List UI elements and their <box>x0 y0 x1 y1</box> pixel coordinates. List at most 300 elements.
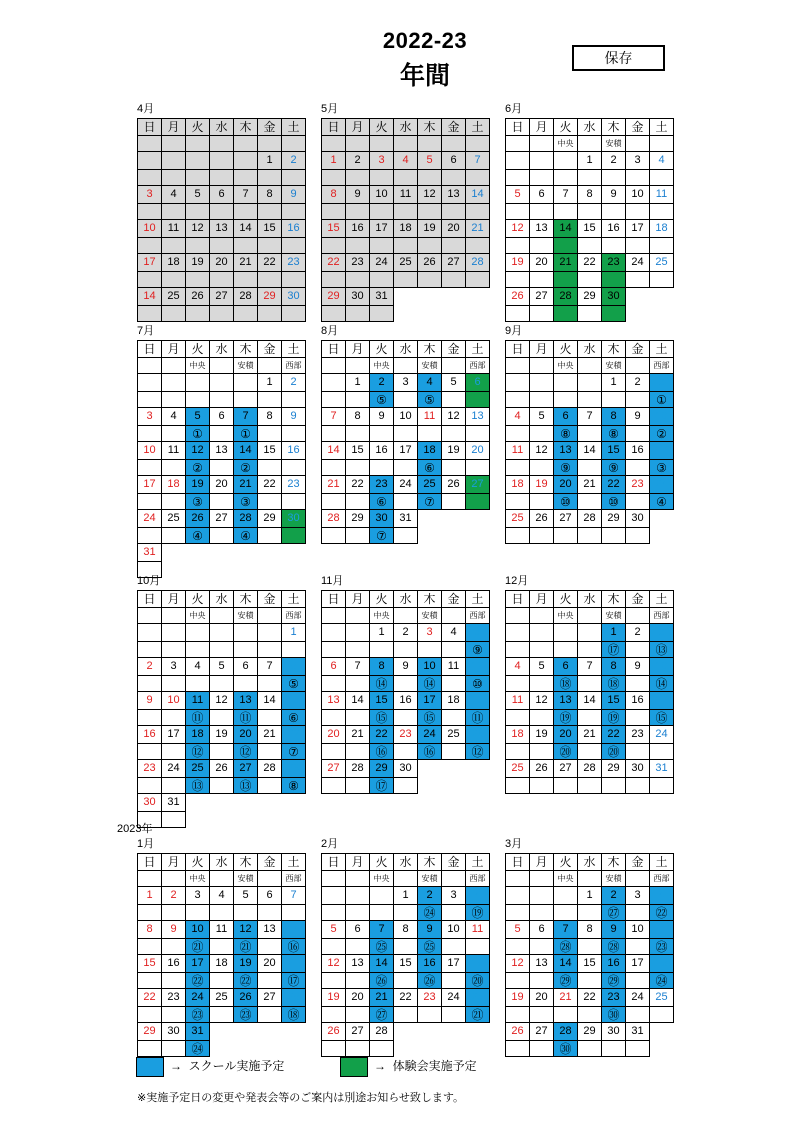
day-cell: 6 <box>554 658 578 676</box>
weekday-header: 火 <box>186 854 210 871</box>
weekday-header: 土 <box>650 119 674 136</box>
session-number-cell <box>418 272 442 288</box>
session-number-cell: ⑬ <box>234 778 258 794</box>
day-cell <box>650 288 674 306</box>
session-number-cell <box>442 1007 466 1023</box>
session-number-cell <box>210 973 234 989</box>
day-cell: 2 <box>138 658 162 676</box>
weekday-header: 木 <box>234 119 258 136</box>
day-cell: 20 <box>530 254 554 272</box>
session-number-cell <box>138 710 162 726</box>
venue-label: 安積 <box>602 871 626 887</box>
session-number-cell: ㉕ <box>418 939 442 955</box>
day-cell: 6 <box>466 374 490 392</box>
day-cell: 3 <box>442 887 466 905</box>
day-cell: 24 <box>418 726 442 744</box>
venue-label <box>210 358 234 374</box>
day-cell: 18 <box>466 955 490 973</box>
session-number-cell <box>506 676 530 692</box>
day-cell <box>394 288 418 306</box>
session-number-cell <box>466 1041 490 1057</box>
weekday-header: 火 <box>370 591 394 608</box>
session-number-cell <box>530 238 554 254</box>
session-number-cell <box>506 392 530 408</box>
day-cell: 14 <box>234 220 258 238</box>
session-number-cell <box>418 306 442 322</box>
session-number-cell <box>322 306 346 322</box>
day-cell: 13 <box>554 442 578 460</box>
venue-label <box>394 358 418 374</box>
session-number-cell <box>370 1041 394 1057</box>
day-cell: 8 <box>322 186 346 204</box>
day-cell: 10 <box>650 658 674 676</box>
venue-label <box>138 871 162 887</box>
day-cell: 11 <box>650 186 674 204</box>
session-number-cell <box>466 238 490 254</box>
day-cell: 18 <box>210 955 234 973</box>
day-cell <box>530 374 554 392</box>
session-number-cell <box>370 170 394 186</box>
session-number-cell <box>258 460 282 476</box>
session-number-cell <box>162 238 186 254</box>
session-number-cell: ③ <box>234 494 258 510</box>
day-cell: 9 <box>138 692 162 710</box>
day-cell <box>162 374 186 392</box>
session-number-cell <box>210 460 234 476</box>
year-2023-label: 2023年 <box>117 823 153 835</box>
venue-label <box>442 871 466 887</box>
day-cell: 19 <box>506 254 530 272</box>
session-number-cell <box>162 973 186 989</box>
session-number-cell <box>234 272 258 288</box>
session-number-cell <box>442 676 466 692</box>
weekday-header: 火 <box>370 119 394 136</box>
day-cell: 20 <box>466 442 490 460</box>
session-number-cell <box>346 778 370 794</box>
day-cell: 11 <box>186 692 210 710</box>
session-number-cell <box>626 905 650 921</box>
venue-label <box>210 871 234 887</box>
day-cell: 8 <box>370 658 394 676</box>
month-calendar <box>505 853 674 1057</box>
weekday-header: 月 <box>162 119 186 136</box>
day-cell: 7 <box>322 408 346 426</box>
day-cell: 3 <box>138 186 162 204</box>
day-cell: 12 <box>530 442 554 460</box>
day-cell: 2 <box>346 152 370 170</box>
month-calendar <box>321 340 490 544</box>
session-number-cell <box>466 460 490 476</box>
month-calendar <box>137 340 306 578</box>
session-number-cell: ⑲ <box>602 710 626 726</box>
session-number-cell <box>234 676 258 692</box>
day-cell: 19 <box>530 726 554 744</box>
session-number-cell <box>554 528 578 544</box>
session-number-cell <box>554 778 578 794</box>
session-number-cell <box>442 905 466 921</box>
venue-label: 中央 <box>370 358 394 374</box>
session-number-cell <box>418 204 442 220</box>
day-cell: 4 <box>506 658 530 676</box>
day-cell: 25 <box>186 760 210 778</box>
session-number-cell: ⑥ <box>282 710 306 726</box>
session-number-cell: ① <box>186 426 210 442</box>
weekday-header: 月 <box>530 119 554 136</box>
venue-label <box>442 358 466 374</box>
session-number-cell <box>322 973 346 989</box>
session-number-cell: ⑱ <box>554 676 578 692</box>
day-cell <box>650 510 674 528</box>
session-number-cell <box>162 494 186 510</box>
day-cell: 27 <box>210 288 234 306</box>
session-number-cell: ㉘ <box>602 939 626 955</box>
session-number-cell <box>186 812 210 828</box>
day-cell: 26 <box>442 476 466 494</box>
day-cell: 9 <box>282 408 306 426</box>
weekday-header: 日 <box>138 341 162 358</box>
session-number-cell: ⑭ <box>370 676 394 692</box>
session-number-cell <box>578 306 602 322</box>
session-number-cell <box>442 392 466 408</box>
day-cell: 2 <box>394 624 418 642</box>
day-cell <box>322 374 346 392</box>
legend-arrow: → <box>170 1059 182 1074</box>
session-number-cell: ⑰ <box>602 642 626 658</box>
day-cell: 14 <box>138 288 162 306</box>
venue-label: 西部 <box>650 358 674 374</box>
day-cell: 14 <box>234 442 258 460</box>
weekday-header: 月 <box>346 119 370 136</box>
day-cell: 20 <box>554 476 578 494</box>
venue-label <box>186 136 210 152</box>
session-number-cell <box>138 1007 162 1023</box>
day-cell <box>186 152 210 170</box>
session-number-cell <box>138 272 162 288</box>
day-cell: 1 <box>258 152 282 170</box>
session-number-cell: ⑦ <box>282 744 306 760</box>
day-cell: 17 <box>626 955 650 973</box>
day-cell: 21 <box>554 989 578 1007</box>
session-number-cell <box>578 392 602 408</box>
day-cell: 23 <box>370 476 394 494</box>
trial-swatch <box>340 1057 368 1077</box>
day-cell: 23 <box>346 254 370 272</box>
weekday-header: 月 <box>162 341 186 358</box>
session-number-cell <box>234 812 258 828</box>
day-cell <box>418 288 442 306</box>
day-cell: 17 <box>370 220 394 238</box>
session-number-cell <box>282 272 306 288</box>
day-cell: 14 <box>346 692 370 710</box>
session-number-cell <box>578 973 602 989</box>
day-cell: 30 <box>282 510 306 528</box>
day-cell: 7 <box>258 658 282 676</box>
day-cell: 12 <box>442 408 466 426</box>
venue-label: 中央 <box>554 358 578 374</box>
session-number-cell <box>626 272 650 288</box>
weekday-header: 日 <box>506 591 530 608</box>
venue-label: 安積 <box>418 871 442 887</box>
session-number-cell <box>530 306 554 322</box>
session-number-cell <box>418 170 442 186</box>
session-number-cell <box>394 642 418 658</box>
session-number-cell <box>346 392 370 408</box>
session-number-cell <box>418 528 442 544</box>
day-cell <box>138 624 162 642</box>
session-number-cell <box>162 204 186 220</box>
venue-label: 西部 <box>650 608 674 624</box>
weekday-header: 火 <box>186 591 210 608</box>
session-number-cell <box>530 528 554 544</box>
session-number-cell <box>234 1041 258 1057</box>
session-number-cell: ⑦ <box>370 528 394 544</box>
day-cell: 29 <box>370 760 394 778</box>
session-number-cell <box>322 238 346 254</box>
session-number-cell: ⑤ <box>282 676 306 692</box>
venue-label: 中央 <box>186 871 210 887</box>
session-number-cell: ⑤ <box>370 392 394 408</box>
day-cell: 13 <box>210 442 234 460</box>
day-cell: 22 <box>578 989 602 1007</box>
day-cell: 24 <box>162 760 186 778</box>
session-number-cell <box>370 426 394 442</box>
day-cell: 23 <box>602 254 626 272</box>
day-cell: 18 <box>650 955 674 973</box>
weekday-header: 水 <box>210 119 234 136</box>
page-title-years: 2022-23 <box>382 28 468 53</box>
session-number-cell <box>394 238 418 254</box>
day-cell: 27 <box>554 510 578 528</box>
day-cell <box>466 760 490 778</box>
venue-label: 中央 <box>186 358 210 374</box>
day-cell: 7 <box>554 186 578 204</box>
day-cell: 28 <box>578 510 602 528</box>
day-cell: 28 <box>258 760 282 778</box>
day-cell: 27 <box>210 510 234 528</box>
day-cell: 18 <box>186 726 210 744</box>
day-cell <box>210 152 234 170</box>
session-number-cell <box>442 710 466 726</box>
weekday-header: 木 <box>418 119 442 136</box>
session-number-cell <box>210 562 234 578</box>
venue-label: 西部 <box>282 358 306 374</box>
day-cell: 25 <box>650 254 674 272</box>
month-calendar <box>321 853 490 1057</box>
day-cell: 10 <box>442 921 466 939</box>
session-number-cell <box>466 939 490 955</box>
weekday-header: 金 <box>442 591 466 608</box>
venue-label <box>162 136 186 152</box>
day-cell: 31 <box>138 544 162 562</box>
session-number-cell <box>370 905 394 921</box>
venue-label: 安積 <box>234 608 258 624</box>
weekday-header: 木 <box>418 591 442 608</box>
session-number-cell <box>506 238 530 254</box>
session-number-cell: ㉒ <box>650 905 674 921</box>
session-number-cell <box>442 204 466 220</box>
venue-label <box>210 608 234 624</box>
month-title: 11月 <box>321 575 344 587</box>
session-number-cell <box>602 392 626 408</box>
session-number-cell <box>138 204 162 220</box>
session-number-cell <box>138 238 162 254</box>
day-cell <box>578 624 602 642</box>
day-cell: 16 <box>602 955 626 973</box>
session-number-cell <box>394 905 418 921</box>
day-cell: 24 <box>650 726 674 744</box>
day-cell: 14 <box>578 442 602 460</box>
session-number-cell <box>394 460 418 476</box>
session-number-cell <box>394 272 418 288</box>
day-cell: 16 <box>418 955 442 973</box>
session-number-cell <box>578 1007 602 1023</box>
day-cell: 20 <box>554 726 578 744</box>
month-title: 7月 <box>137 325 155 337</box>
day-cell: 8 <box>578 186 602 204</box>
day-cell: 21 <box>578 476 602 494</box>
session-number-cell <box>346 973 370 989</box>
session-number-cell <box>506 744 530 760</box>
weekday-header: 土 <box>650 341 674 358</box>
session-number-cell <box>578 528 602 544</box>
session-number-cell <box>578 170 602 186</box>
session-number-cell: ㉘ <box>554 939 578 955</box>
venue-label <box>394 136 418 152</box>
day-cell: 2 <box>282 152 306 170</box>
session-number-cell <box>282 306 306 322</box>
session-number-cell <box>530 744 554 760</box>
session-number-cell <box>530 778 554 794</box>
day-cell: 12 <box>466 658 490 676</box>
day-cell: 24 <box>394 476 418 494</box>
session-number-cell <box>258 1041 282 1057</box>
session-number-cell <box>346 460 370 476</box>
day-cell <box>394 1023 418 1041</box>
day-cell: 7 <box>370 921 394 939</box>
day-cell: 2 <box>418 887 442 905</box>
session-number-cell <box>370 272 394 288</box>
session-number-cell: ① <box>234 426 258 442</box>
day-cell: 5 <box>506 186 530 204</box>
session-number-cell <box>322 494 346 510</box>
session-number-cell <box>530 460 554 476</box>
weekday-header: 火 <box>370 341 394 358</box>
weekday-header: 日 <box>506 341 530 358</box>
session-number-cell <box>138 905 162 921</box>
day-cell: 29 <box>602 510 626 528</box>
session-number-cell <box>530 710 554 726</box>
day-cell: 8 <box>258 408 282 426</box>
day-cell: 11 <box>506 442 530 460</box>
weekday-header: 月 <box>530 854 554 871</box>
day-cell <box>506 374 530 392</box>
session-number-cell <box>346 170 370 186</box>
day-cell: 21 <box>234 254 258 272</box>
session-number-cell: ㉚ <box>602 1007 626 1023</box>
day-cell: 10 <box>370 186 394 204</box>
day-cell: 26 <box>418 254 442 272</box>
weekday-header: 火 <box>554 341 578 358</box>
day-cell <box>466 1023 490 1041</box>
session-number-cell: ㉓ <box>186 1007 210 1023</box>
day-cell: 31 <box>626 1023 650 1041</box>
day-cell: 16 <box>282 220 306 238</box>
session-number-cell: ㉑ <box>466 1007 490 1023</box>
weekday-header: 木 <box>602 119 626 136</box>
session-number-cell <box>210 306 234 322</box>
weekday-header: 金 <box>442 854 466 871</box>
session-number-cell <box>210 238 234 254</box>
session-number-cell <box>578 676 602 692</box>
weekday-header: 金 <box>442 341 466 358</box>
session-number-cell <box>626 238 650 254</box>
day-cell: 8 <box>282 658 306 676</box>
day-cell <box>234 1023 258 1041</box>
day-cell: 23 <box>282 476 306 494</box>
venue-label <box>258 136 282 152</box>
session-number-cell <box>466 306 490 322</box>
day-cell: 5 <box>530 408 554 426</box>
session-number-cell <box>138 494 162 510</box>
session-number-cell <box>282 460 306 476</box>
day-cell <box>138 374 162 392</box>
session-number-cell <box>162 562 186 578</box>
day-cell <box>554 374 578 392</box>
session-number-cell: ㉒ <box>234 973 258 989</box>
session-number-cell: ① <box>650 392 674 408</box>
session-number-cell <box>234 238 258 254</box>
day-cell: 28 <box>370 1023 394 1041</box>
weekday-header: 月 <box>162 854 186 871</box>
day-cell: 16 <box>394 692 418 710</box>
session-number-cell <box>162 676 186 692</box>
session-number-cell <box>322 1041 346 1057</box>
day-cell: 30 <box>370 510 394 528</box>
day-cell <box>138 152 162 170</box>
day-cell: 5 <box>210 658 234 676</box>
day-cell: 15 <box>578 955 602 973</box>
weekday-header: 金 <box>626 341 650 358</box>
session-number-cell <box>258 710 282 726</box>
day-cell: 12 <box>530 692 554 710</box>
session-number-cell <box>258 392 282 408</box>
session-number-cell <box>394 494 418 510</box>
session-number-cell <box>210 494 234 510</box>
session-number-cell <box>530 494 554 510</box>
save-button[interactable]: 保存 <box>572 45 665 71</box>
session-number-cell <box>578 939 602 955</box>
session-number-cell <box>506 494 530 510</box>
session-number-cell: ⑬ <box>650 642 674 658</box>
weekday-header: 木 <box>234 854 258 871</box>
session-number-cell <box>162 642 186 658</box>
weekday-header: 土 <box>466 854 490 871</box>
day-cell: 6 <box>530 921 554 939</box>
session-number-cell <box>210 426 234 442</box>
month-title: 4月 <box>137 103 155 115</box>
weekday-header: 土 <box>466 341 490 358</box>
weekday-header: 金 <box>258 854 282 871</box>
day-cell: 4 <box>418 374 442 392</box>
day-cell: 21 <box>578 726 602 744</box>
weekday-header: 土 <box>282 119 306 136</box>
session-number-cell: ㉖ <box>418 973 442 989</box>
session-number-cell <box>578 1041 602 1057</box>
day-cell: 26 <box>210 760 234 778</box>
session-number-cell <box>346 238 370 254</box>
day-cell: 4 <box>162 408 186 426</box>
session-number-cell <box>258 744 282 760</box>
